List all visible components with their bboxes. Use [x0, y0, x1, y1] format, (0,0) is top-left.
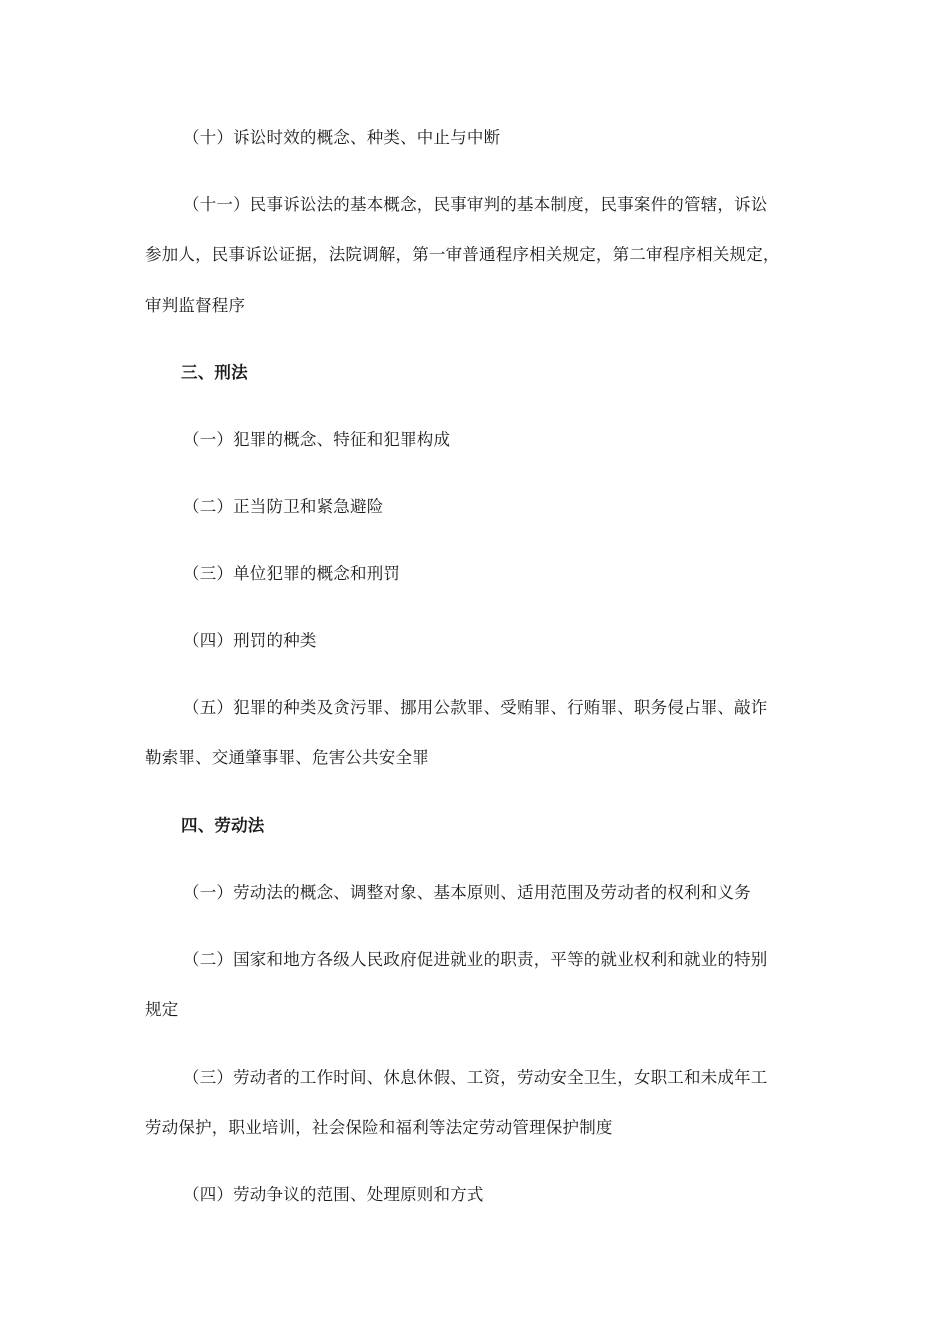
paragraph-penalty-types: （四）刑罚的种类 [183, 631, 317, 650]
paragraph-unit-crime: （三）单位犯罪的概念和刑罚 [183, 564, 401, 583]
paragraph-worker-protection-line-1: （三）劳动者的工作时间、休息休假、工资，劳动安全卫生，女职工和未成年工 [183, 1068, 768, 1087]
paragraph-crime-concept: （一）犯罪的概念、特征和犯罪构成 [183, 430, 451, 449]
section-heading-labor-law: 四、劳动法 [181, 816, 265, 835]
paragraph-crime-types-line-2: 勒索罪、交通肇事罪、危害公共安全罪 [145, 748, 429, 767]
paragraph-statute-of-limitations: （十）诉讼时效的概念、种类、中止与中断 [183, 128, 501, 147]
paragraph-worker-protection-line-2: 劳动保护，职业培训，社会保险和福利等法定劳动管理保护制度 [145, 1118, 613, 1137]
paragraph-self-defense: （二）正当防卫和紧急避险 [183, 497, 384, 516]
paragraph-labor-law-concept: （一）劳动法的概念、调整对象、基本原则、适用范围及劳动者的权利和义务 [183, 883, 751, 902]
paragraph-civil-procedure-line-3: 审判监督程序 [145, 296, 246, 315]
paragraph-employment-line-2: 规定 [145, 1000, 179, 1019]
section-heading-criminal-law: 三、刑法 [181, 363, 248, 382]
paragraph-civil-procedure-line-1: （十一）民事诉讼法的基本概念，民事审判的基本制度，民事案件的管辖，诉讼 [183, 195, 768, 214]
paragraph-employment-line-1: （二）国家和地方各级人民政府促进就业的职责，平等的就业权利和就业的特别 [183, 950, 768, 969]
paragraph-labor-dispute: （四）劳动争议的范围、处理原则和方式 [183, 1185, 484, 1204]
paragraph-crime-types-line-1: （五）犯罪的种类及贪污罪、挪用公款罪、受贿罪、行贿罪、职务侵占罪、敲诈 [183, 698, 768, 717]
paragraph-civil-procedure-line-2: 参加人，民事诉讼证据，法院调解，第一审普通程序相关规定，第二审程序相关规定， [145, 245, 780, 264]
